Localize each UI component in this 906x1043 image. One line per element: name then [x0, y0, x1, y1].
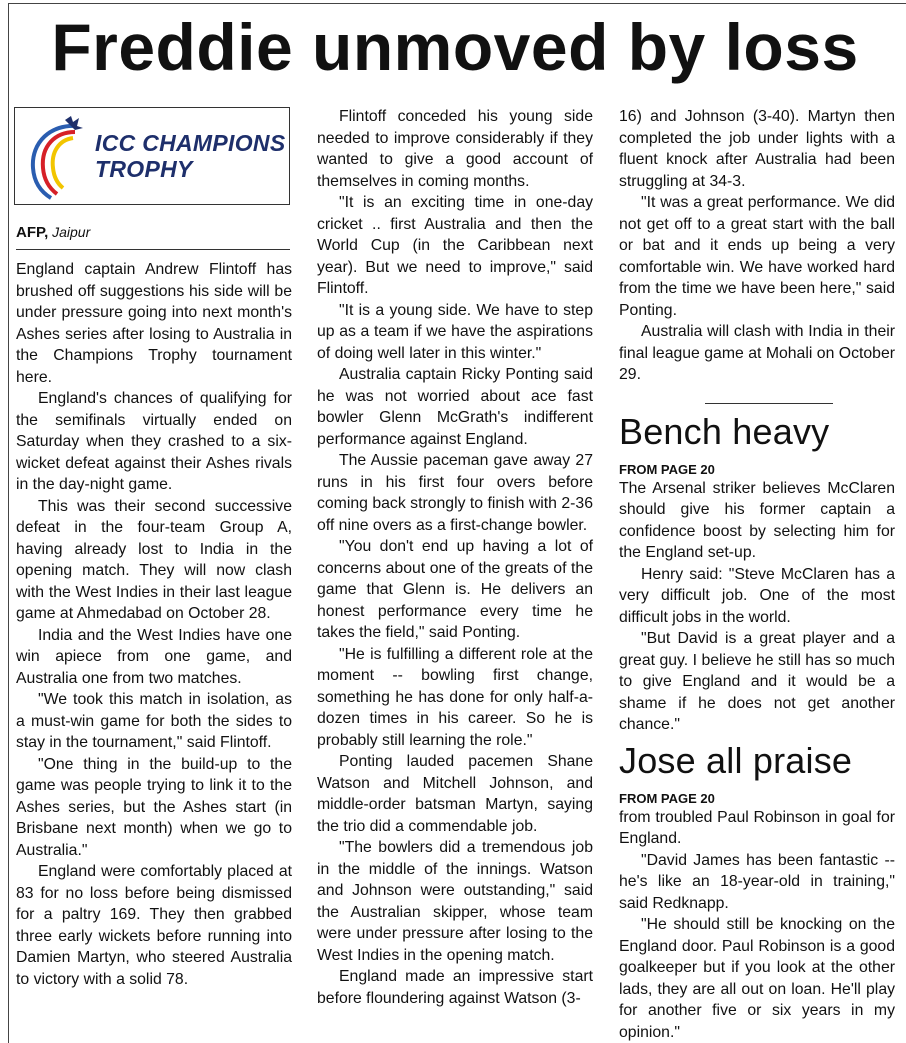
article-paragraph: This was their second successive defeat in the four-team Group A, having already lost to India in the opening match. They will now clash with the West Indies in their last league game at Ahmedabad on October 28. [16, 497, 292, 622]
article-paragraph: Australia captain Ricky Ponting said he was not worried about ace fast bowler Glenn McGrath's indifferent performance against England. [317, 366, 593, 448]
logo-line-1: ICC CHAMPIONS [95, 130, 286, 156]
bench-heavy-title: Bench heavy [619, 410, 830, 452]
article-paragraph: "You don't end up having a lot of concerns about one of the greats of the game that Glenn is. He delivers an honest performance every time he takes the field," said Ponting. [317, 538, 593, 641]
article-paragraph: England's chances of qualifying for the semifinals virtually ended on Saturday when they crashed to a six-wicket defeat against their Ashes rivals in the day-night game. [16, 390, 292, 493]
article-paragraph: Flintoff conceded his young side needed to improve considerably if they wanted to give a good account of themselves in coming months. [317, 108, 593, 190]
article-paragraph: 16) and Johnson (3-40). Martyn then completed the job under lights with a fluent knock after Australia had been struggling at 34-3. [619, 108, 895, 190]
bench-heavy-from-page: FROM PAGE 20 [619, 461, 715, 477]
article-column-3 [619, 106, 895, 1043]
jose-all-praise-title: Jose all praise [619, 739, 853, 781]
dateline [16, 224, 290, 250]
logo-line-2: TROPHY [95, 156, 193, 182]
article-paragraph: Ponting lauded pacemen Shane Watson and Mitchell Johnson, and middle-order batsman Martyn, saying the trio did a commendable job. [317, 753, 593, 835]
section-divider [705, 403, 833, 404]
jose-paragraph: from troubled Paul Robinson in goal for England. [619, 808, 895, 847]
bench-heavy-paragraph: "But David is a great player and a great guy. I believe he still has so much to give England and it would be a shame if he does not get another chance." [619, 630, 895, 733]
icc-logo-box [14, 107, 290, 205]
icc-logo-text [95, 130, 285, 182]
article-paragraph: "It is a young side. We have to step up as a team if we have the aspirations of doing well later in this winter." [317, 301, 593, 362]
article-paragraph: England made an impressive start before floundering against Watson (3- [317, 968, 593, 1007]
bench-heavy-paragraph: Henry said: "Steve McClaren has a very difficult job. One of the most difficult jobs in the world. [619, 565, 895, 626]
bench-heavy-paragraph: The Arsenal striker believes McClaren should give his former captain a confidence boost by selecting him for the England set-up. [619, 479, 895, 561]
jose-from-page: FROM PAGE 20 [619, 790, 715, 806]
article-column-1 [16, 259, 292, 990]
article-paragraph: India and the West Indies have one win apiece from one game, and Australia one from two matches. [16, 626, 292, 687]
article-paragraph: "One thing in the build-up to the game was people trying to link it to the Ashes series, but the Ashes start (in Brisbane next month) when we go to Australia." [16, 755, 292, 859]
article-paragraph: Australia will clash with India in their final league game at Mohali on October 29. [619, 323, 895, 383]
article-column-2 [317, 106, 593, 1009]
article-paragraph: "The bowlers did a tremendous job in the middle of the innings. Watson and Johnson were outstanding," said the Australian skipper, whose team were under pressure after losing to the West Indies in the opening match. [317, 839, 593, 964]
dateline-agency: AFP, [16, 224, 49, 241]
article-paragraph: "It was a great performance. We did not get off to a great start with the ball or bat and it ends up being a very comfortable win. We have worked hard from the time we have been here," said Ponting. [619, 194, 895, 319]
icc-swirl-icon [21, 112, 89, 200]
article-paragraph: England captain Andrew Flintoff has brushed off suggestions his side will be under pressure going into next month's Ashes series after losing to Australia in the Champions Trophy tournament here. [16, 261, 292, 386]
headline: Freddie unmoved by loss [51, 10, 859, 84]
article-paragraph: "He is fulfilling a different role at the moment -- bowling first change, something he has done for only half-a-dozen times in his career. So he is probably still learning the role." [317, 645, 593, 749]
article-paragraph: "It is an exciting time in one-day cricket .. first Australia and then the World Cup (in the Caribbean next year). But we need to improve," said Flintoff. [317, 194, 593, 297]
jose-paragraph: "He should still be knocking on the England door. Paul Robinson is a good goalkeeper but if you look at the other lads, they are all out on loan. He'll play for another five or six years in my opinion." [619, 916, 895, 1041]
dateline-location: Jaipur [52, 224, 91, 240]
article-paragraph: England were comfortably placed at 83 for no loss before being dismissed for a paltry 169. They then grabbed three early wickets before running into Damien Martyn, who steered Australia to victory with a solid 78. [16, 863, 292, 988]
left-rule [8, 3, 9, 1043]
jose-paragraph: "David James has been fantastic -- he's like an 18-year-old in training," said Redknapp. [619, 851, 895, 912]
article-paragraph: "We took this match in isolation, as a must-win game for both the sides to stay in the tournament," said Flintoff. [16, 691, 292, 751]
article-paragraph: The Aussie paceman gave away 27 runs in his first four overs before coming back strongly to finish with 2-36 off nine overs as a first-change bowler. [317, 452, 593, 534]
